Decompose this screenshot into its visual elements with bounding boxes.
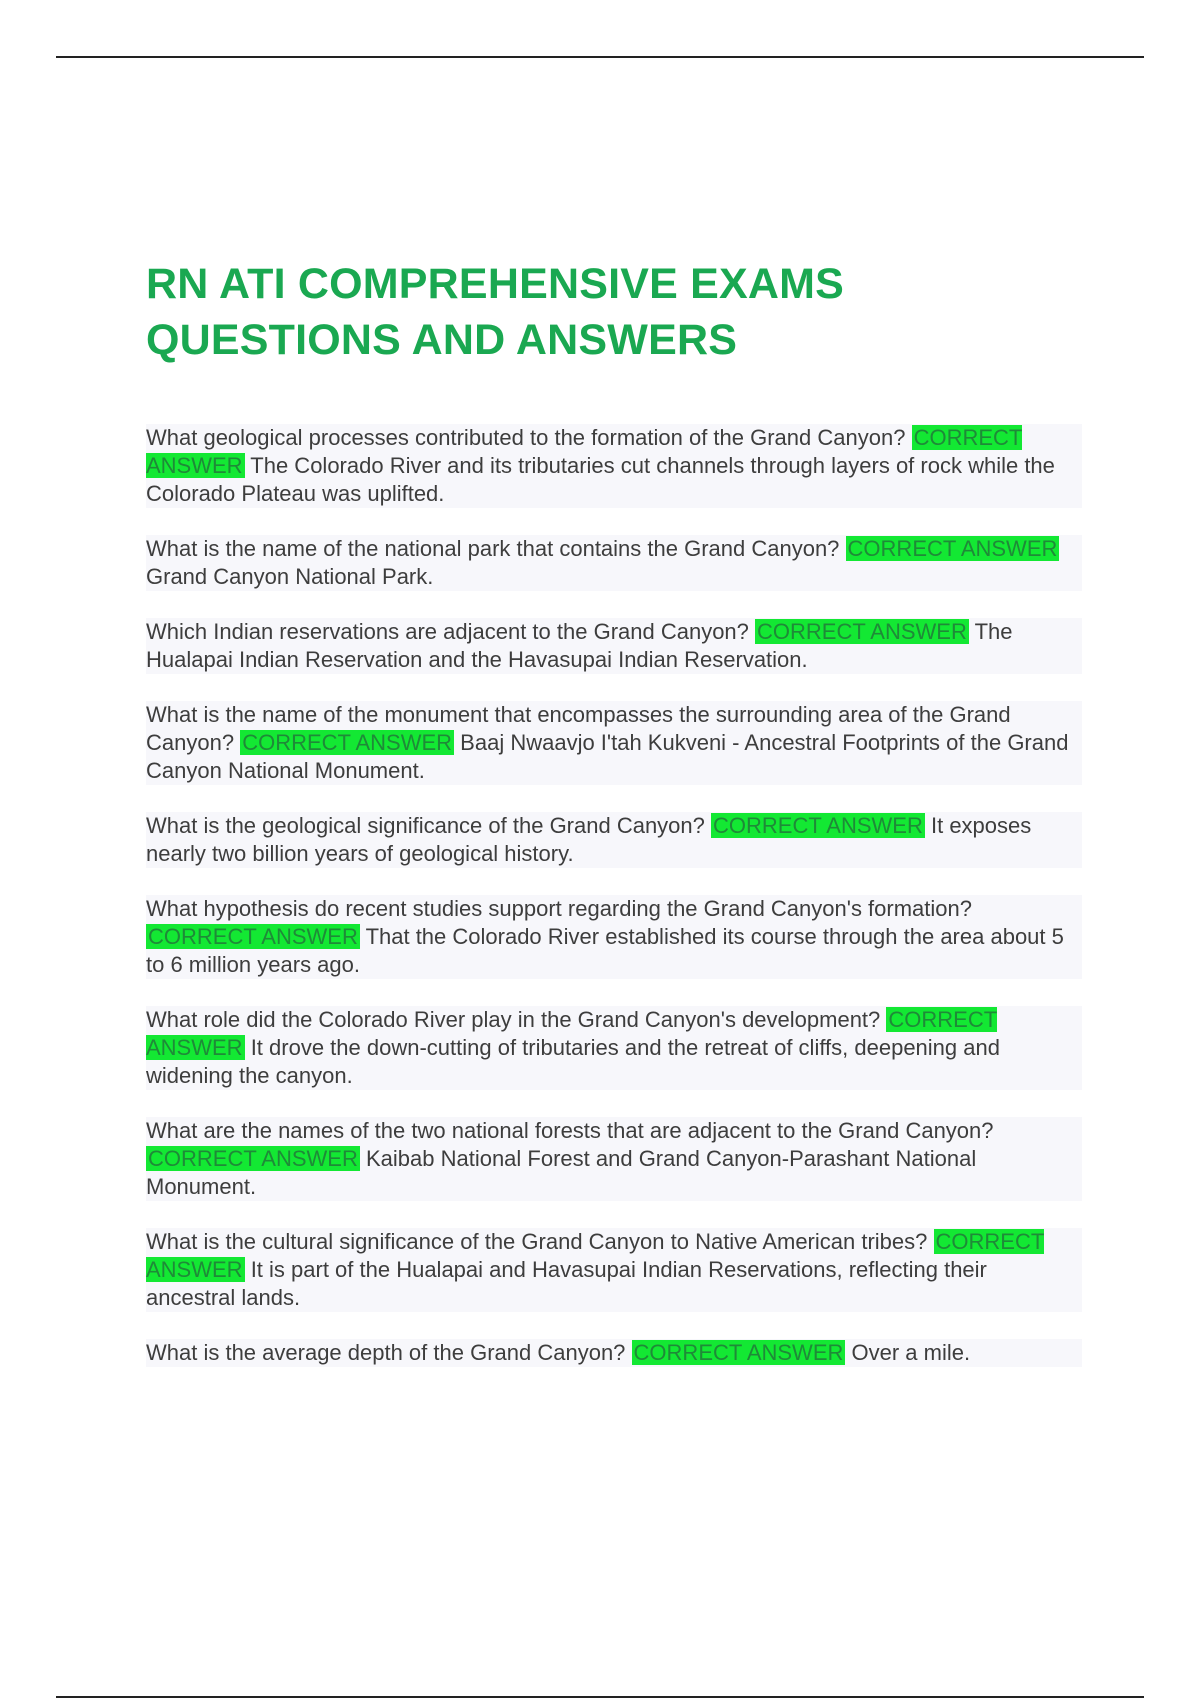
correct-answer-label: CORRECT ANSWER xyxy=(633,1340,844,1365)
answer-text: It exposes nearly two billion years of geological history. xyxy=(146,813,1032,866)
answer-text: It drove the down-cutting of tributaries and the retreat of cliffs, deepening and widening the canyon. xyxy=(146,1035,1000,1088)
question-text: What role did the Colorado River play in the Grand Canyon's development? xyxy=(146,1007,881,1032)
correct-answer-label: CORRECT ANSWER xyxy=(148,924,358,949)
answer-text: The Colorado River and its tributaries cut channels through layers of rock while the Colorado Plateau was uplifted. xyxy=(146,453,1055,506)
question-text: What is the cultural significance of the Grand Canyon to Native American tribes? xyxy=(146,1229,928,1254)
qa-item-10 xyxy=(146,1339,1082,1367)
answer-text: Over a mile. xyxy=(851,1340,971,1365)
question-text: What is the geological significance of the Grand Canyon? xyxy=(146,813,705,838)
question-text: What hypothesis do recent studies support regarding the Grand Canyon's formation? xyxy=(146,896,972,921)
document-title xyxy=(146,256,1082,368)
answer-text: Grand Canyon National Park. xyxy=(146,564,434,589)
qa-item-5 xyxy=(146,812,1082,868)
qa-item-8 xyxy=(146,1117,1082,1201)
correct-answer-label: CORRECT ANSWER xyxy=(242,730,453,755)
question-text: What is the name of the national park that contains the Grand Canyon? xyxy=(146,536,840,561)
question-text: Which Indian reservations are adjacent to the Grand Canyon? xyxy=(146,619,749,644)
qa-list xyxy=(146,424,1082,1367)
correct-answer-label: CORRECT ANSWER xyxy=(148,1146,358,1171)
qa-item-3 xyxy=(146,618,1082,674)
correct-answer-label: CORRECT ANSWER xyxy=(146,425,1023,478)
qa-item-1 xyxy=(146,424,1082,508)
answer-text: That the Colorado River established its course through the area about 5 to 6 million years ago. xyxy=(146,924,1064,977)
question-text: What geological processes contributed to the formation of the Grand Canyon? xyxy=(146,425,906,450)
document-title-line-1: RN ATI COMPREHENSIVE EXAMS xyxy=(146,260,845,308)
correct-answer-label: CORRECT ANSWER xyxy=(713,813,923,838)
answer-text: The Hualapai Indian Reservation and the Havasupai Indian Reservation. xyxy=(146,619,1013,672)
correct-answer-label: CORRECT ANSWER xyxy=(847,536,1058,561)
document-title-line-2: QUESTIONS AND ANSWERS xyxy=(146,316,738,364)
correct-answer-label: CORRECT ANSWER xyxy=(146,1007,998,1060)
qa-item-6 xyxy=(146,895,1082,979)
question-text: What are the names of the two national forests that are adjacent to the Grand Canyon? xyxy=(146,1118,994,1143)
top-divider xyxy=(56,56,1144,58)
question-text: What is the average depth of the Grand Canyon? xyxy=(146,1340,626,1365)
qa-item-2 xyxy=(146,535,1082,591)
qa-item-4 xyxy=(146,701,1082,785)
bottom-divider xyxy=(56,1696,1144,1698)
correct-answer-label: CORRECT ANSWER xyxy=(757,619,967,644)
answer-text: It is part of the Hualapai and Havasupai Indian Reservations, reflecting their ancestral lands. xyxy=(146,1257,987,1310)
qa-item-9 xyxy=(146,1228,1082,1312)
document-page xyxy=(146,256,1082,1394)
answer-text: Kaibab National Forest and Grand Canyon-Parashant National Monument. xyxy=(146,1146,977,1199)
question-text: What is the name of the monument that encompasses the surrounding area of the Grand Canyon? xyxy=(146,702,1011,755)
answer-text: Baaj Nwaavjo I'tah Kukveni - Ancestral Footprints of the Grand Canyon National Monument. xyxy=(146,730,1069,783)
correct-answer-label: CORRECT ANSWER xyxy=(146,1229,1045,1282)
qa-item-7 xyxy=(146,1006,1082,1090)
